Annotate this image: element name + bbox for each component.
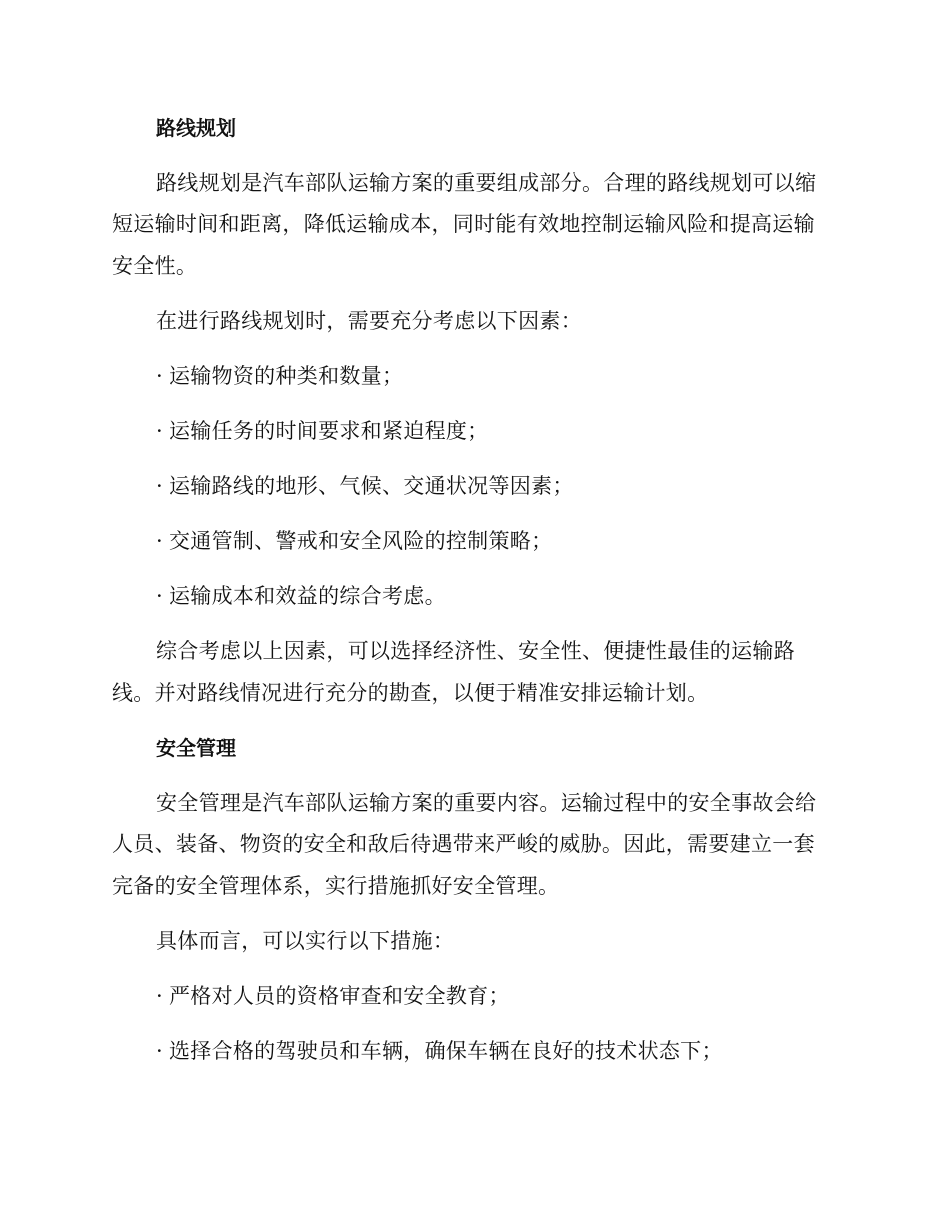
list-item-text: 运输路线的地形、气候、交通状况等因素；: [168, 474, 574, 498]
paragraph-line: 安全管理是汽车部队运输方案的重要内容。运输过程中的安全事故会给: [156, 791, 817, 815]
bullet-mark: ·: [156, 474, 163, 498]
list-item: [156, 472, 574, 500]
bullet-mark: ·: [156, 419, 163, 443]
paragraph-line: 人员、装备、物资的安全和敌后待遇带来严峻的威胁。因此，需要建立一套: [112, 832, 815, 856]
paragraph-line: 路线规划是汽车部队运输方案的重要组成部分。合理的路线规划可以缩: [156, 171, 817, 195]
paragraph-line: 线。并对路线情况进行充分的勘查，以便于精准安排运输计划。: [112, 681, 709, 705]
list-item-text: 运输成本和效益的综合考虑。: [168, 584, 446, 608]
list-item-text: 选择合格的驾驶员和车辆，确保车辆在良好的技术状态下；: [168, 1039, 723, 1063]
paragraph-line: 完备的安全管理体系，实行措施抓好安全管理。: [112, 874, 560, 898]
list-item: [156, 982, 510, 1010]
paragraph-line: 短运输时间和距离，降低运输成本，同时能有效地控制运输风险和提高运输: [112, 212, 815, 236]
bullet-mark: ·: [156, 529, 163, 553]
list-item: [156, 417, 488, 445]
list-item-text: 严格对人员的资格审查和安全教育；: [168, 984, 510, 1008]
list-item-text: 运输任务的时间要求和紧迫程度；: [168, 419, 489, 443]
list-item: [156, 362, 403, 390]
list-item: [156, 1037, 723, 1065]
bullet-mark: ·: [156, 364, 163, 388]
bullet-mark: ·: [156, 1039, 163, 1063]
intro-line: 在进行路线规划时，需要充分考虑以下因素：: [156, 309, 582, 333]
paragraph-line: 安全性。: [112, 254, 198, 278]
bullet-mark: ·: [156, 584, 163, 608]
section-heading-safety-management: 安全管理: [156, 736, 236, 760]
section-heading-route-planning: 路线规划: [156, 116, 236, 140]
list-item: [156, 582, 446, 610]
bullet-mark: ·: [156, 984, 163, 1008]
intro-line: 具体而言，可以实行以下措施：: [156, 929, 455, 953]
list-item-text: 运输物资的种类和数量；: [168, 364, 404, 388]
list-item-text: 交通管制、警戒和安全风险的控制策略；: [168, 529, 553, 553]
list-item: [156, 527, 552, 555]
paragraph-line: 综合考虑以上因素，可以选择经济性、安全性、便捷性最佳的运输路: [156, 639, 795, 663]
